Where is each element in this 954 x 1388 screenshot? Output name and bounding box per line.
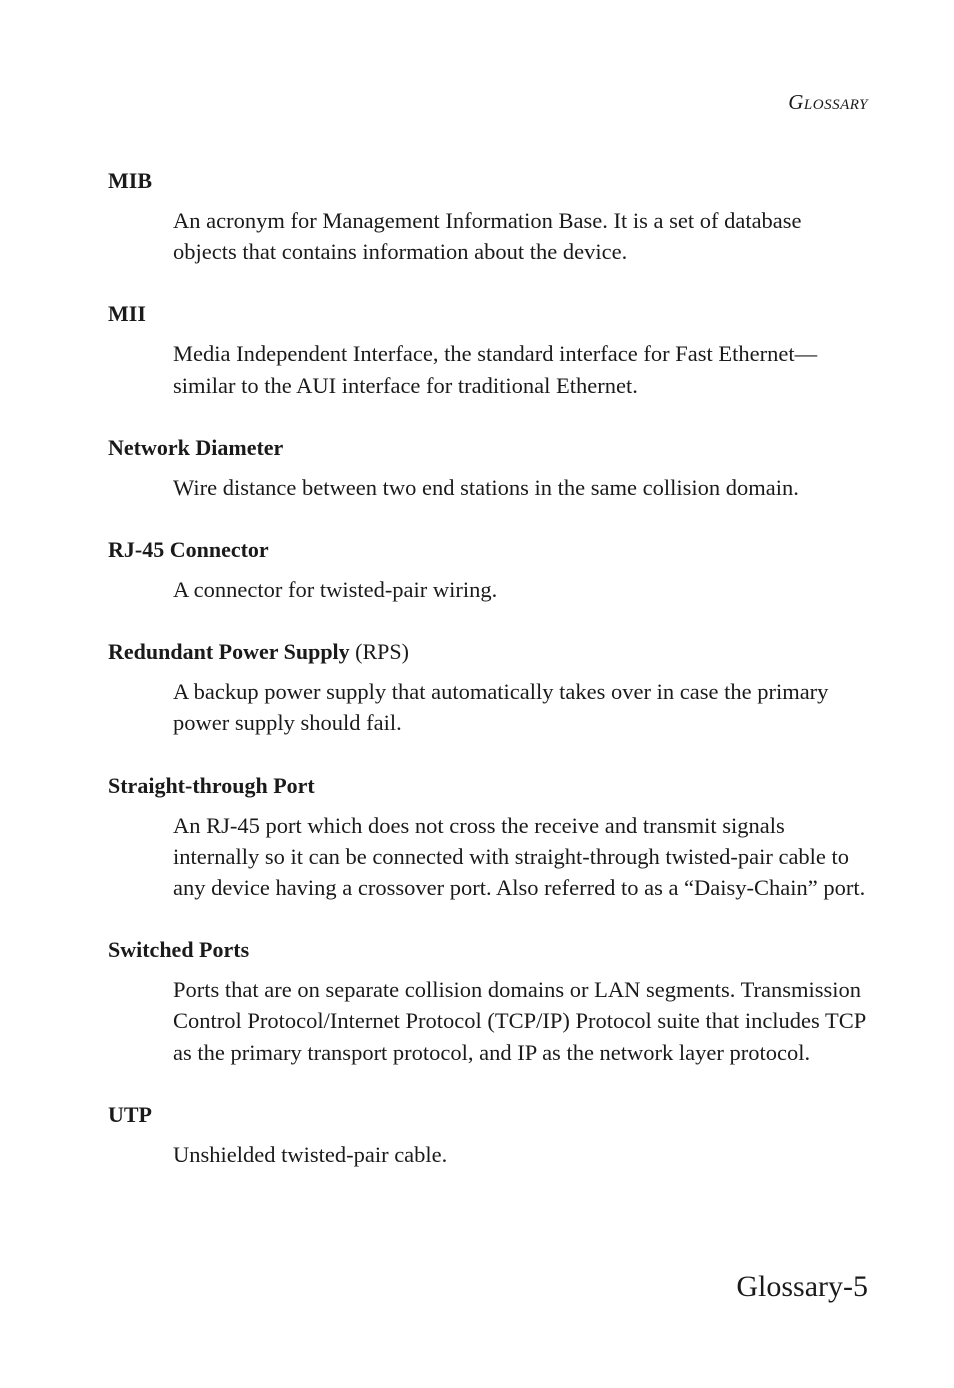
term-label: RJ-45 Connector xyxy=(108,537,269,563)
page-number: Glossary-5 xyxy=(736,1270,868,1303)
entry-term xyxy=(108,536,868,564)
entry-definition: A backup power supply that automatically takes over in case the primary power supply should fail. xyxy=(173,679,829,736)
entry-term xyxy=(108,300,868,328)
entry-definition: An acronym for Management Information Base. It is a set of database objects that contains information about the device. xyxy=(173,208,802,265)
term-label: Network Diameter xyxy=(108,434,284,460)
term-label: UTP xyxy=(108,1101,152,1127)
entry-definition: Unshielded twisted-pair cable. xyxy=(173,1141,448,1167)
glossary-entry-network-diameter xyxy=(108,434,868,503)
entry-term xyxy=(108,936,868,964)
glossary-entry-switched-ports xyxy=(108,936,868,1068)
entry-term xyxy=(108,772,868,800)
running-head: Glossary xyxy=(788,90,868,114)
entry-term xyxy=(108,1101,868,1129)
term-suffix: (RPS) xyxy=(349,639,409,665)
entry-definition: Ports that are on separate collision domains or LAN segments. Transmission Control Protocol/Internet Protocol (TCP/IP) Protocol suite that includes TCP as the primary transport protocol, and IP as the network layer protocol. xyxy=(173,977,866,1065)
entry-definition: A connector for twisted-pair wiring. xyxy=(173,577,498,603)
entry-term xyxy=(108,638,868,666)
glossary-entry-utp xyxy=(108,1101,868,1170)
glossary-entry-mib xyxy=(108,167,868,267)
term-label: MII xyxy=(108,301,146,327)
term-label: Straight-through Port xyxy=(108,772,315,798)
term-label: Switched Ports xyxy=(108,937,250,963)
term-label: MIB xyxy=(108,168,152,193)
glossary-entry-straight-through-port xyxy=(108,772,868,904)
entry-term xyxy=(108,167,868,195)
entry-definition: Media Independent Interface, the standard interface for Fast Ethernet—similar to the AUI interface for traditional Ethernet. xyxy=(173,341,818,398)
entry-term xyxy=(108,434,868,462)
glossary-entry-rj45-connector xyxy=(108,536,868,605)
glossary-entry-redundant-power-supply xyxy=(108,638,868,738)
glossary-entry-mii xyxy=(108,300,868,400)
glossary-list xyxy=(108,167,868,1170)
entry-definition: An RJ-45 port which does not cross the receive and transmit signals internally so it can be connected with straight-through twisted-pair cable to any device having a crossover port. Also referred to as a “Daisy-Chain” port. xyxy=(173,812,866,901)
entry-definition: Wire distance between two end stations in the same collision domain. xyxy=(173,474,799,500)
term-label: Redundant Power Supply xyxy=(108,639,350,665)
